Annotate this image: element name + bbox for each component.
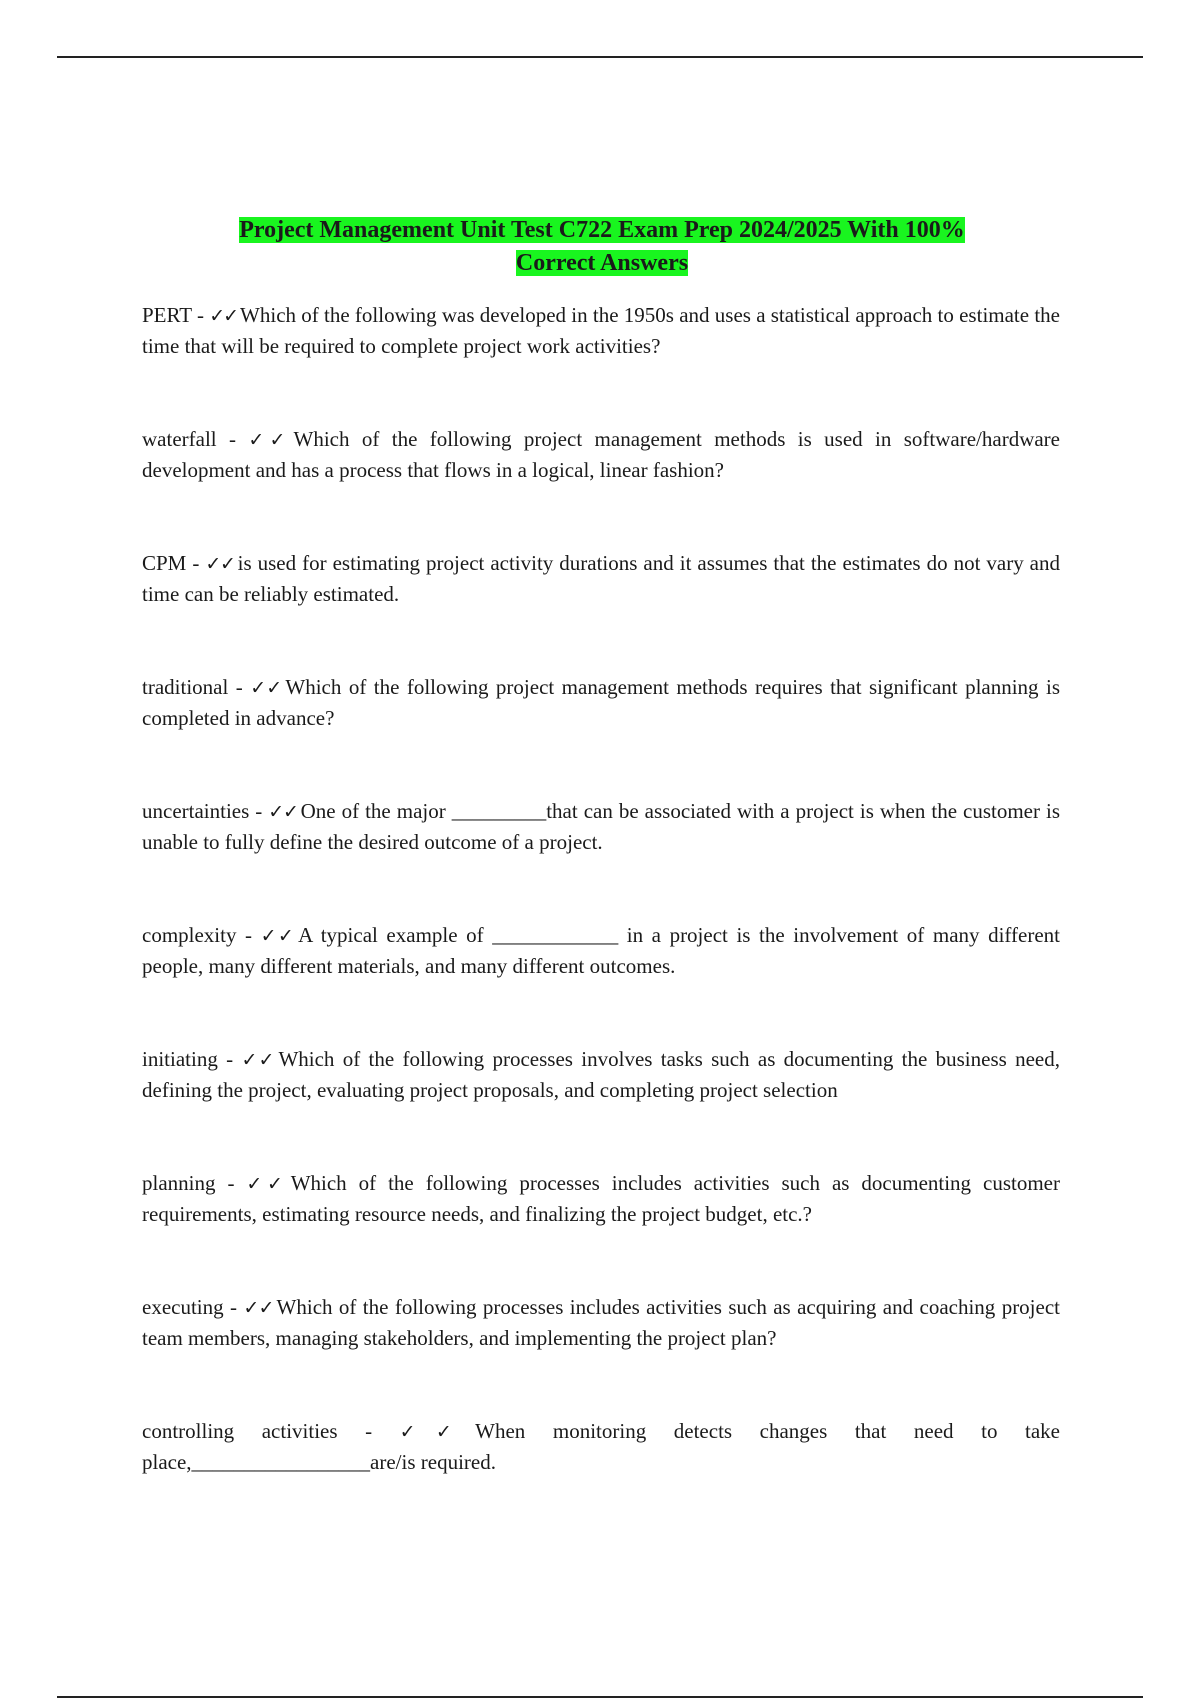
double-check-icon: ✓✓ <box>246 1173 288 1195</box>
qa-term: traditional - <box>142 675 250 699</box>
qa-term: initiating - <box>142 1047 241 1071</box>
qa-text: Which of the following was developed in the 1950s and uses a statistical approach to estimate the time that will be required to complete project work activities? <box>142 303 1060 358</box>
double-check-icon: ✓✓ <box>260 925 296 947</box>
qa-text: A typical example of ____________ in a project is the involvement of many different people, many different materials, and many different outcomes. <box>142 923 1061 978</box>
double-check-icon: ✓✓ <box>243 1297 274 1319</box>
title-line-2: Correct Answers <box>515 250 689 276</box>
qa-item <box>142 1168 1060 1292</box>
qa-item <box>142 1292 1060 1416</box>
qa-text: One of the major _________that can be associated with a project is when the customer is unable to fully define the desired outcome of a project. <box>142 799 1060 854</box>
double-check-icon: ✓✓ <box>205 553 235 575</box>
double-check-icon: ✓✓ <box>209 305 238 327</box>
qa-term: waterfall - <box>142 427 248 451</box>
qa-item <box>142 1416 1060 1540</box>
qa-text: Which of the following processes includes activities such as acquiring and coaching project team members, managing stakeholders, and implementing the project plan? <box>142 1295 1060 1350</box>
qa-text: Which of the following project management methods is used in software/hardware development and has a process that flows in a logical, linear fashion? <box>142 427 1060 482</box>
qa-text: When monitoring detects changes that need to take place,_________________are/is required. <box>142 1419 1060 1474</box>
qa-term: uncertainties - <box>142 799 268 823</box>
qa-item <box>142 796 1060 920</box>
qa-term: controlling activities - <box>142 1419 400 1443</box>
double-check-icon: ✓✓ <box>248 429 291 451</box>
qa-term: executing - <box>142 1295 243 1319</box>
double-check-icon: ✓✓ <box>268 801 298 823</box>
qa-text: is used for estimating project activity durations and it assumes that the estimates do not vary and time can be reliably estimated. <box>142 551 1061 606</box>
qa-item <box>142 920 1060 1044</box>
qa-text: Which of the following processes includes activities such as documenting customer requirements, estimating resource needs, and finalizing the project budget, etc.? <box>142 1171 1060 1226</box>
qa-term: planning - <box>142 1171 246 1195</box>
qa-text: Which of the following project management methods requires that significant planning is completed in advance? <box>142 675 1061 730</box>
double-check-icon: ✓✓ <box>250 677 283 699</box>
qa-item <box>142 672 1060 796</box>
qa-term: complexity - <box>142 923 261 947</box>
header-rule <box>57 56 1143 58</box>
qa-item <box>142 300 1060 424</box>
qa-list <box>142 300 1060 1540</box>
qa-item <box>142 1044 1060 1168</box>
double-check-icon: ✓✓ <box>241 1049 276 1071</box>
qa-item <box>142 548 1060 672</box>
qa-term: PERT - <box>142 303 209 327</box>
title-line-1: Project Management Unit Test C722 Exam Prep 2024/2025 With 100% <box>239 217 965 243</box>
footer-rule <box>57 1696 1143 1698</box>
qa-term: CPM - <box>142 551 205 575</box>
double-check-icon: ✓✓ <box>399 1421 473 1443</box>
qa-text: Which of the following processes involves tasks such as documenting the business need, defining the project, evaluating project proposals, and completing project selection <box>142 1047 1060 1102</box>
qa-item <box>142 424 1060 548</box>
document-title <box>142 214 1062 280</box>
